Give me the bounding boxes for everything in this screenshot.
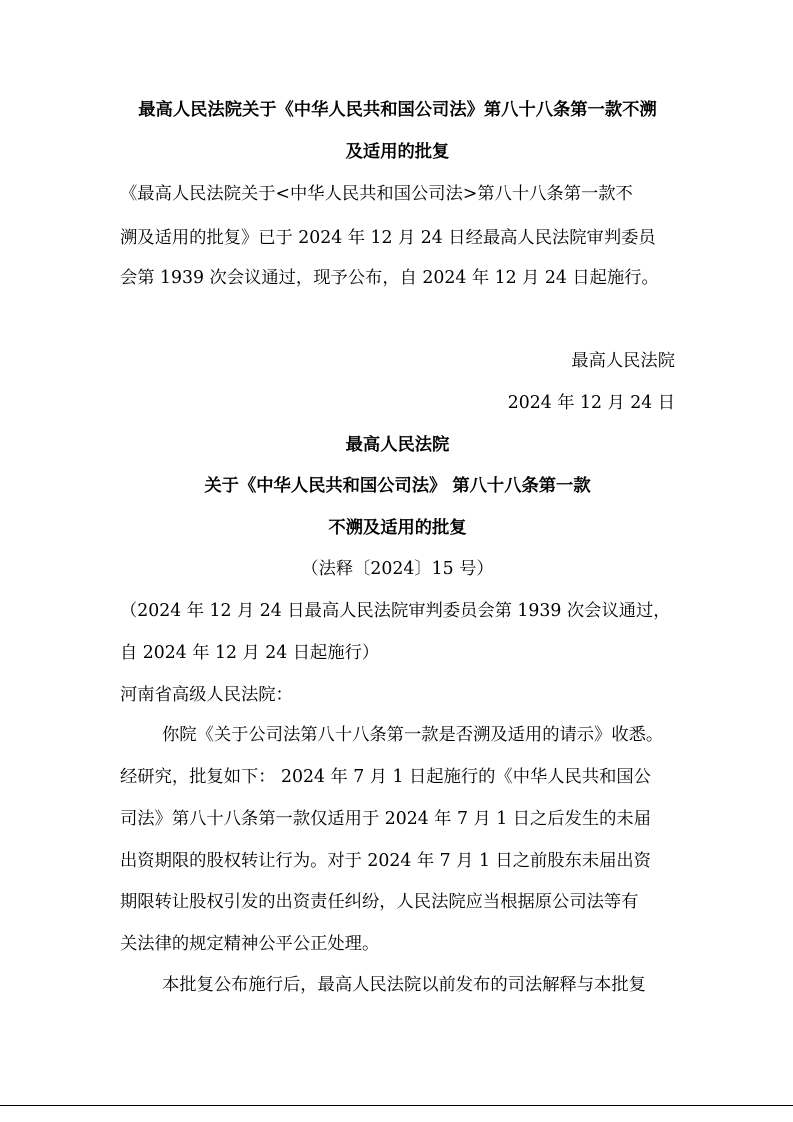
adoption-line-1: （2024 年 12 月 24 日最高人民法院审判委员会第 1939 次会议通过， (120, 601, 671, 621)
adoption-line-2: 自 2024 年 12 月 24 日起施行） (120, 643, 380, 663)
doc-number: （法释〔2024〕15 号） (301, 559, 494, 579)
body-line-6: 关法律的规定精神公平公正处理。 (120, 934, 380, 954)
notice-line-3: 会第 1939 次会议通过，现予公布，自 2024 年 12 月 24 日起施行。 (120, 268, 659, 288)
body-line-5: 期限转让股权引发的出资责任纠纷，人民法院应当根据原公司法等有 (120, 892, 639, 912)
page-bottom-rule (0, 1105, 793, 1106)
heading-org: 最高人民法院 (345, 435, 450, 455)
signature-date: 2024 年 12 月 24 日 (507, 393, 675, 413)
heading-line-3: 不溯及适用的批复 (328, 518, 467, 538)
body-line-4: 出资期限的股权转让行为。对于 2024 年 7 月 1 日之前股东未届出资 (120, 851, 651, 871)
body-line-2: 经研究，批复如下： 2024 年 7 月 1 日起施行的《中华人民共和国公 (120, 767, 651, 787)
notice-line-2: 溯及适用的批复》已于 2024 年 12 月 24 日经最高人民法院审判委员 (120, 228, 656, 248)
body-line-7: 本批复公布施行后，最高人民法院以前发布的司法解释与本批复 (162, 975, 646, 995)
body-line-3: 司法》第八十八条第一款仅适用于 2024 年 7 月 1 日之后发生的未届 (120, 809, 651, 829)
signature-org: 最高人民法院 (571, 351, 675, 371)
notice-line-1: 《最高人民法院关于<中华人民共和国公司法>第八十八条第一款不 (120, 184, 633, 204)
title-line-1: 最高人民法院关于《中华人民共和国公司法》第八十八条第一款不溯 (138, 100, 657, 120)
body-line-1: 你院《关于公司法第八十八条第一款是否溯及适用的请示》收悉。 (162, 725, 664, 745)
heading-line-2: 关于《中华人民共和国公司法》 第八十八条第一款 (204, 476, 591, 496)
addressee: 河南省高级人民法院： (120, 685, 293, 705)
title-line-2: 及适用的批复 (345, 142, 450, 162)
